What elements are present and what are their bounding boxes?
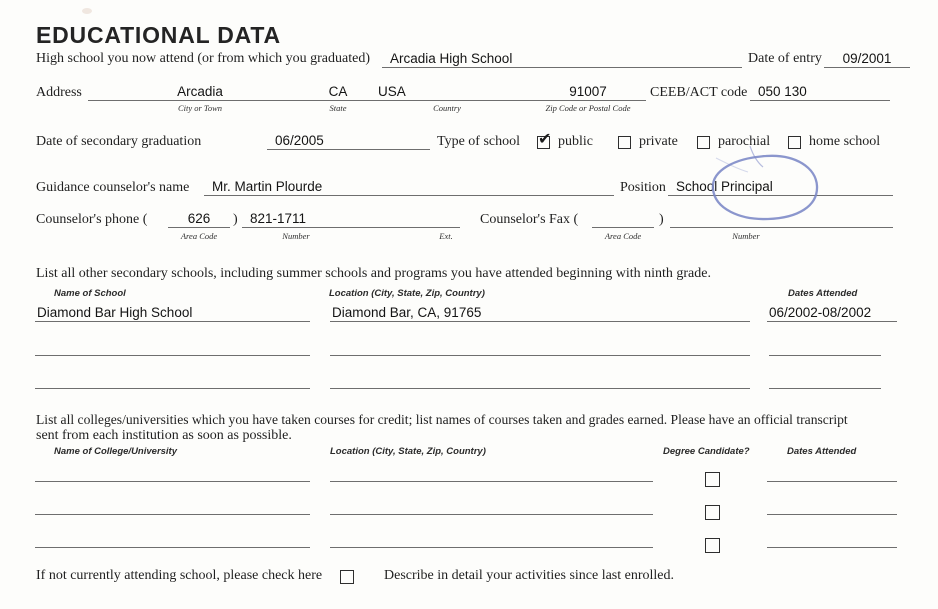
address-city-value: Arcadia — [177, 84, 223, 99]
secondary-schools-intro: List all other secondary schools, including summer schools and programs you have attended beginning with ninth grade. — [36, 266, 711, 281]
address-label: Address — [36, 85, 82, 100]
type-private-label: private — [639, 134, 678, 149]
secondary-school-name-field-1[interactable] — [35, 302, 310, 322]
position-label: Position — [620, 180, 666, 195]
type-home-school-checkbox[interactable] — [788, 136, 801, 149]
city-sublabel: City or Town — [177, 103, 223, 113]
secondary-school-dates-field-1[interactable] — [767, 302, 897, 322]
date-of-entry-field[interactable] — [824, 48, 910, 68]
degree-candidate-checkbox-3[interactable] — [705, 538, 720, 553]
fax-number-sublabel: Number — [732, 231, 760, 241]
ceeb-label: CEEB/ACT code — [650, 85, 748, 100]
not-attending-checkbox[interactable] — [340, 570, 354, 584]
college-dates-field-3[interactable] — [767, 528, 897, 548]
secondary-school-name-field-2[interactable] — [35, 336, 310, 356]
public-check-mark: ✔ — [538, 129, 552, 148]
position-field[interactable] — [668, 176, 893, 196]
college-location-field-1[interactable] — [330, 462, 653, 482]
header-degree-candidate: Degree Candidate? — [663, 446, 750, 457]
type-of-school-label: Type of school — [437, 134, 521, 149]
address-zip-value: 91007 — [569, 84, 607, 99]
type-public-label: public — [558, 134, 593, 149]
secondary-school-location-field-2[interactable] — [330, 336, 750, 356]
high-school-field[interactable] — [382, 48, 742, 68]
header-name-of-school: Name of School — [54, 288, 126, 299]
address-country-field[interactable] — [364, 81, 530, 101]
graduation-date-value: 06/2005 — [275, 133, 324, 148]
fax-close-paren: ) — [659, 212, 664, 227]
ceeb-field[interactable] — [750, 81, 890, 101]
phone-area-code-field[interactable] — [168, 208, 230, 228]
country-sublabel: Country — [433, 103, 461, 113]
high-school-label: High school you now attend (or from which you graduated) — [36, 51, 370, 66]
college-location-field-2[interactable] — [330, 495, 653, 515]
college-name-field-2[interactable] — [35, 495, 310, 515]
type-home-school-label: home school — [809, 134, 881, 149]
address-zip-field[interactable] — [530, 81, 646, 101]
type-private-checkbox[interactable] — [618, 136, 631, 149]
describe-activities-label: Describe in detail your activities since last enrolled. — [384, 568, 675, 583]
college-dates-field-1[interactable] — [767, 462, 897, 482]
counselor-phone-label: Counselor's phone ( — [36, 212, 148, 227]
address-state-field[interactable] — [312, 81, 364, 101]
graduation-date-field[interactable] — [267, 130, 430, 150]
phone-close-paren: ) — [233, 212, 238, 227]
phone-ext-sublabel: Ext. — [439, 231, 453, 241]
college-name-field-1[interactable] — [35, 462, 310, 482]
header-college-dates: Dates Attended — [787, 446, 857, 457]
phone-number-value: 821-1711 — [250, 211, 307, 226]
counselor-fax-label: Counselor's Fax ( — [480, 212, 579, 227]
header-school-location: Location (City, State, Zip, Country) — [329, 288, 485, 299]
degree-candidate-checkbox-2[interactable] — [705, 505, 720, 520]
header-college-location: Location (City, State, Zip, Country) — [330, 446, 486, 457]
counselor-name-field[interactable] — [204, 176, 614, 196]
secondary-school-location-1: Diamond Bar, CA, 91765 — [332, 305, 482, 320]
counselor-name-label: Guidance counselor's name — [36, 180, 190, 195]
phone-area-code-sublabel: Area Code — [180, 231, 218, 241]
college-name-field-3[interactable] — [35, 528, 310, 548]
phone-number-field[interactable] — [242, 208, 460, 228]
ceeb-value: 050 130 — [758, 84, 807, 99]
college-dates-field-2[interactable] — [767, 495, 897, 515]
zip-sublabel: Zip Code or Postal Code — [545, 103, 631, 113]
colleges-intro-line1: List all colleges/universities which you have taken courses for credit; list names of courses taken and grades earned. Please have an official transcript — [36, 412, 848, 427]
phone-area-code-value: 626 — [187, 211, 211, 226]
secondary-school-dates-field-2[interactable] — [769, 336, 881, 356]
not-attending-label: If not currently attending school, please check here — [36, 568, 323, 583]
secondary-school-name-field-3[interactable] — [35, 369, 310, 389]
secondary-school-name-1: Diamond Bar High School — [37, 305, 193, 320]
type-parochial-checkbox[interactable] — [697, 136, 710, 149]
counselor-name-value: Mr. Martin Plourde — [212, 179, 323, 194]
colleges-intro-line2: sent from each institution as soon as possible. — [36, 428, 292, 443]
type-parochial-label: parochial — [718, 134, 771, 149]
header-school-dates: Dates Attended — [788, 288, 858, 299]
fax-area-code-field[interactable] — [592, 208, 654, 228]
state-sublabel: State — [329, 103, 347, 113]
degree-candidate-checkbox-1[interactable] — [705, 472, 720, 487]
secondary-school-location-field-1[interactable] — [330, 302, 750, 322]
fax-number-field[interactable] — [670, 208, 893, 228]
address-country-value: USA — [378, 84, 406, 99]
page-title: EDUCATIONAL DATA — [36, 22, 281, 48]
date-of-entry-value: 09/2001 — [842, 51, 892, 66]
date-of-entry-label: Date of entry — [748, 51, 822, 66]
phone-number-sublabel: Number — [282, 231, 310, 241]
type-public-checkbox[interactable] — [537, 129, 552, 149]
college-location-field-3[interactable] — [330, 528, 653, 548]
address-city-field[interactable] — [88, 81, 312, 101]
header-college-name: Name of College/University — [54, 446, 178, 457]
fax-area-code-sublabel: Area Code — [604, 231, 642, 241]
secondary-school-dates-1: 06/2002-08/2002 — [769, 305, 872, 320]
high-school-value: Arcadia High School — [390, 51, 513, 66]
position-value: School Principal — [676, 179, 773, 194]
secondary-school-dates-field-3[interactable] — [769, 369, 881, 389]
graduation-date-label: Date of secondary graduation — [36, 134, 202, 149]
address-state-value: CA — [328, 84, 348, 99]
secondary-school-location-field-3[interactable] — [330, 369, 750, 389]
scan-artifact — [82, 8, 92, 14]
